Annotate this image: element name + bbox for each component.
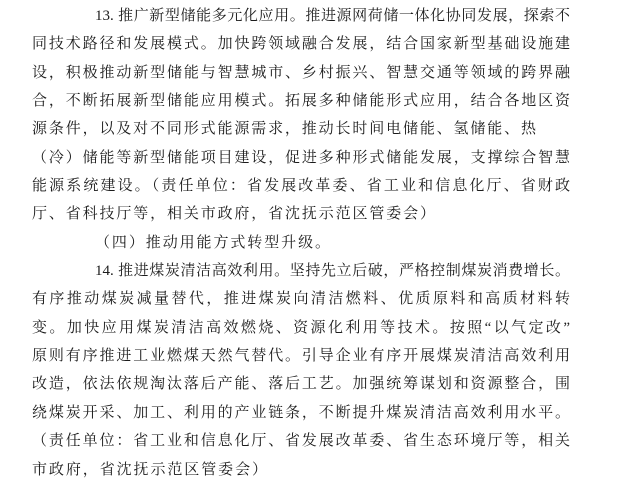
text-line: 有序推动煤炭减量替代，推进煤炭向清洁燃料、优质原料和高质材料转 xyxy=(32,291,570,308)
text-line: 能源系统建设。（责任单位：省发展改革委、省工业和信息化厅、省财政 xyxy=(32,178,570,195)
text-column xyxy=(32,2,570,482)
text-line: 市政府，省沈抚示范区管委会） xyxy=(32,461,267,478)
text-line: 改造，依法依规淘汰落后产能、落后工艺。加强统筹谋划和资源整合，围 xyxy=(32,376,570,393)
text-line: 厅、省科技厅等，相关市政府，省沈抚示范区管委会） xyxy=(32,206,435,223)
text-line: （四）推动用能方式转型升级。 xyxy=(95,234,330,251)
text-line: 14. 推进煤炭清洁高效利用。坚持先立后破，严格控制煤炭消费增长。 xyxy=(95,263,570,280)
text-line: 源条件，以及对不同形式能源需求，推动长时间电储能、氢储能、热 xyxy=(32,121,536,138)
text-line: 变。加快应用煤炭清洁高效燃烧、资源化利用等技术。按照“以气定改” xyxy=(32,319,570,336)
text-line: 绕煤炭开采、加工、利用的产业链条，不断提升煤炭清洁高效利用水平。 xyxy=(32,404,570,421)
text-line: 原则有序推进工业燃煤天然气替代。引导企业有序开展煤炭清洁高效利用 xyxy=(32,348,570,365)
text-line: 合，不断拓展新型储能应用模式。拓展多种储能形式应用，结合各地区资 xyxy=(32,93,570,110)
text-line: （责任单位：省工业和信息化厅、省发展改革委、省生态环境厅等，相关 xyxy=(32,433,570,450)
text-line: 设，积极推动新型储能与智慧城市、乡村振兴、智慧交通等领域的跨界融 xyxy=(32,64,570,81)
text-line: （冷）储能等新型储能项目建设，促进多种形式储能发展，支撑综合智慧 xyxy=(32,149,570,166)
text-line: 13. 推广新型储能多元化应用。推进源网荷储一体化协同发展，探索不 xyxy=(95,8,570,24)
text-line: 同技术路径和发展模式。加快跨领域融合发展，结合国家新型基础设施建 xyxy=(32,36,570,53)
